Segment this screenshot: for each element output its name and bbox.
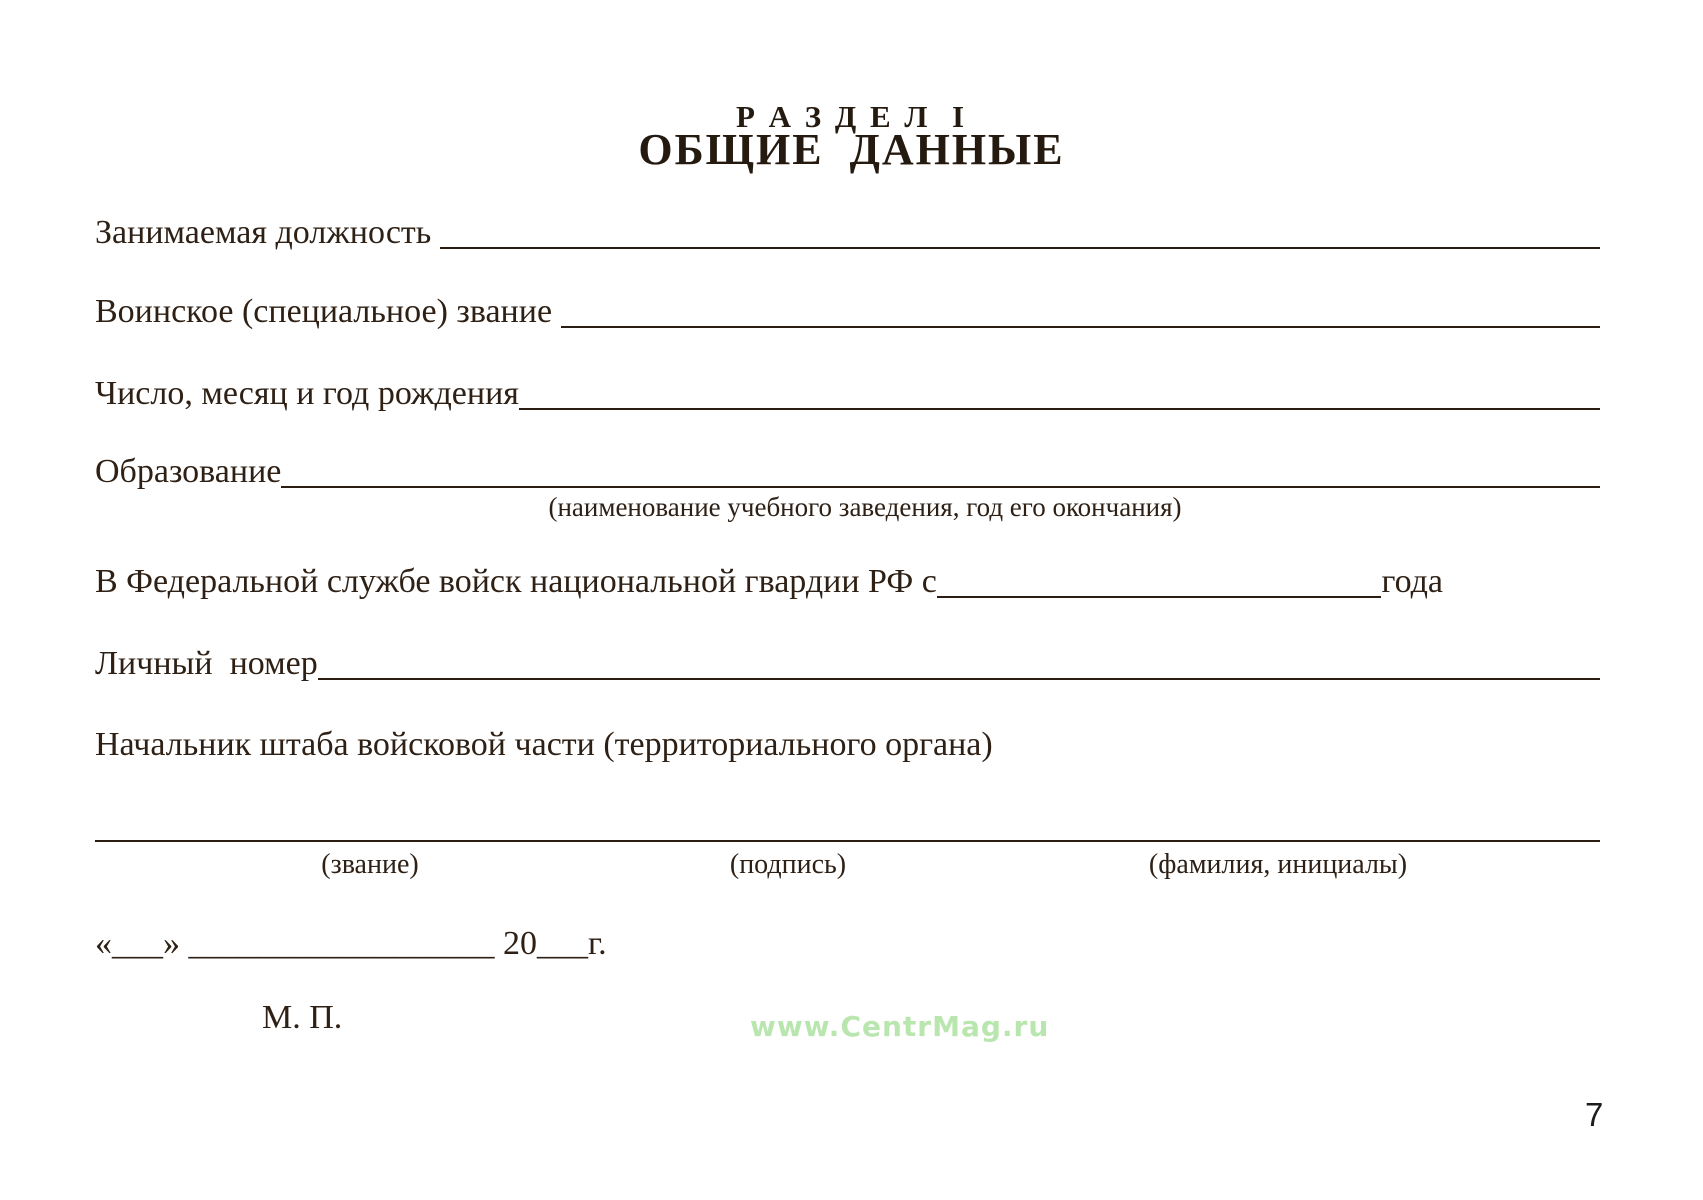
field-row-service-since (95, 562, 1443, 602)
field-label-education: Образование (95, 453, 282, 490)
date-line: «___» __________________ 20___г. (95, 925, 607, 962)
blank-underline (281, 486, 1600, 488)
field-label-position: Занимаемая должность (95, 214, 440, 251)
blank-underline (937, 596, 1382, 598)
field-row-rank (95, 292, 1600, 332)
field-row-position (95, 213, 1600, 253)
page-number: 7 (1585, 1096, 1604, 1133)
blank-underline (318, 678, 1600, 680)
education-caption: (наименование учебного заведения, год его окончания) (548, 492, 1182, 522)
blank-underline (519, 408, 1600, 410)
field-label-chief-of-staff: Начальник штаба войсковой части (территориального органа) (95, 726, 993, 763)
section-heading: Р А З Д Е Л I (735, 99, 968, 134)
signature-caption-name: (фамилия, инициалы) (1148, 849, 1408, 880)
signature-underline (95, 840, 1600, 842)
field-row-birth-date (95, 374, 1600, 414)
field-label-personal-number: Личный номер (95, 645, 318, 682)
field-row-chief-of-staff (95, 725, 1600, 765)
field-label-service-since: В Федеральной службе войск национальной гвардии РФ с (95, 563, 937, 600)
blank-underline (440, 247, 1600, 249)
field-suffix-service-since: года (1381, 563, 1443, 600)
field-label-birth-date: Число, месяц и год рождения (95, 375, 519, 412)
blank-underline (561, 326, 1600, 328)
watermark: www.CentrMag.ru (750, 1010, 1050, 1043)
field-label-rank: Воинское (специальное) звание (95, 293, 561, 330)
signature-caption-rank: (звание) (321, 849, 419, 880)
field-row-education (95, 452, 1600, 492)
field-row-personal-number (95, 644, 1600, 684)
stamp-mark: М. П. (262, 999, 343, 1036)
page-title: ОБЩИЕ ДАННЫЕ (638, 125, 1065, 174)
signature-caption-signature: (подпись) (729, 849, 847, 880)
